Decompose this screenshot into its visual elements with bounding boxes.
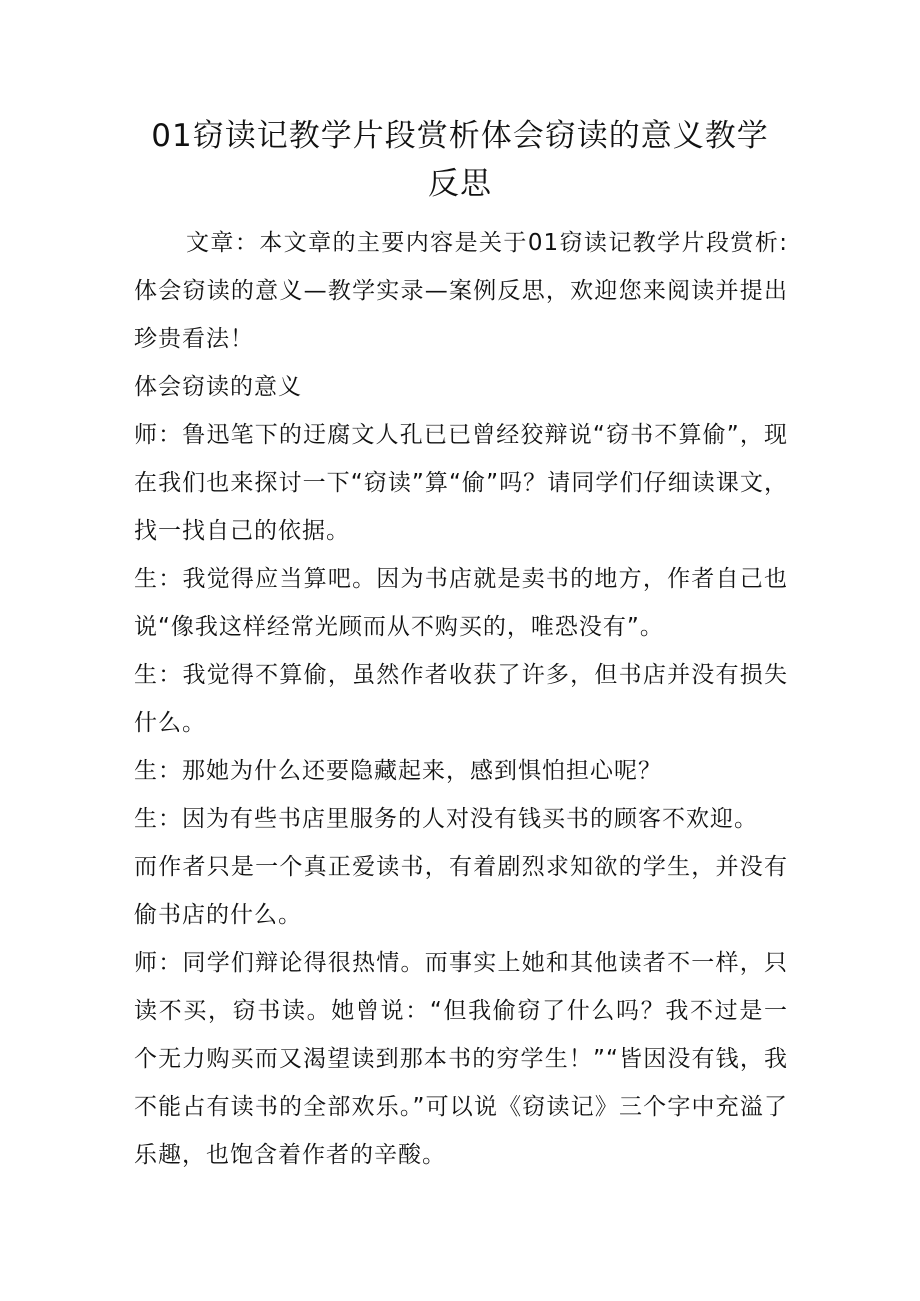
document-title: 01窃读记教学片段赏析体会窃读的意义教学反思: [151, 118, 769, 202]
dialogue-paragraph: 生：那她为什么还要隐藏起来，感到惧怕担心呢？: [134, 758, 662, 784]
dialogue-paragraph: 师：同学们辩论得很热情。而事实上她和其他读者不一样，只读不买，窃书读。她曾说：“但我偷窃了什么吗？我不过是一个无力购买而又渴望读到那本书的穷学生！”“皆因没有钱，我不能占有读书的全部欢乐。”可以说《窃读记》三个字中充溢了乐趣，也饱含着作者的辛酸。: [134, 950, 788, 1168]
dialogue-paragraph: 师：鲁迅笔下的迂腐文人孔已已曾经狡辩说“窃书不算偷”，现在我们也来探讨一下“窃读”算“偷”吗？请同学们仔细读课文，找一找自己的依据。: [134, 422, 788, 544]
intro-paragraph: 文章：本文章的主要内容是关于01窃读记教学片段赏析:体会窃读的意义—教学实录—案例反思，欢迎您来阅读并提出珍贵看法！: [134, 230, 788, 352]
dialogue-paragraph: 生：我觉得应当算吧。因为书店就是卖书的地方，作者自己也说“像我这样经常光顾而从不购买的，唯恐没有”。: [134, 566, 788, 640]
dialogue-paragraph: 生：我觉得不算偷，虽然作者收获了许多，但书店并没有损失什么。: [134, 662, 788, 736]
section-heading: 体会窃读的意义: [134, 374, 302, 400]
dialogue-paragraph: 生：因为有些书店里服务的人对没有钱买书的顾客不欢迎。: [134, 806, 758, 832]
document-body: [134, 219, 788, 1179]
body-paragraph: 而作者只是一个真正爱读书，有着剧烈求知欲的学生，并没有偷书店的什么。: [134, 854, 788, 928]
